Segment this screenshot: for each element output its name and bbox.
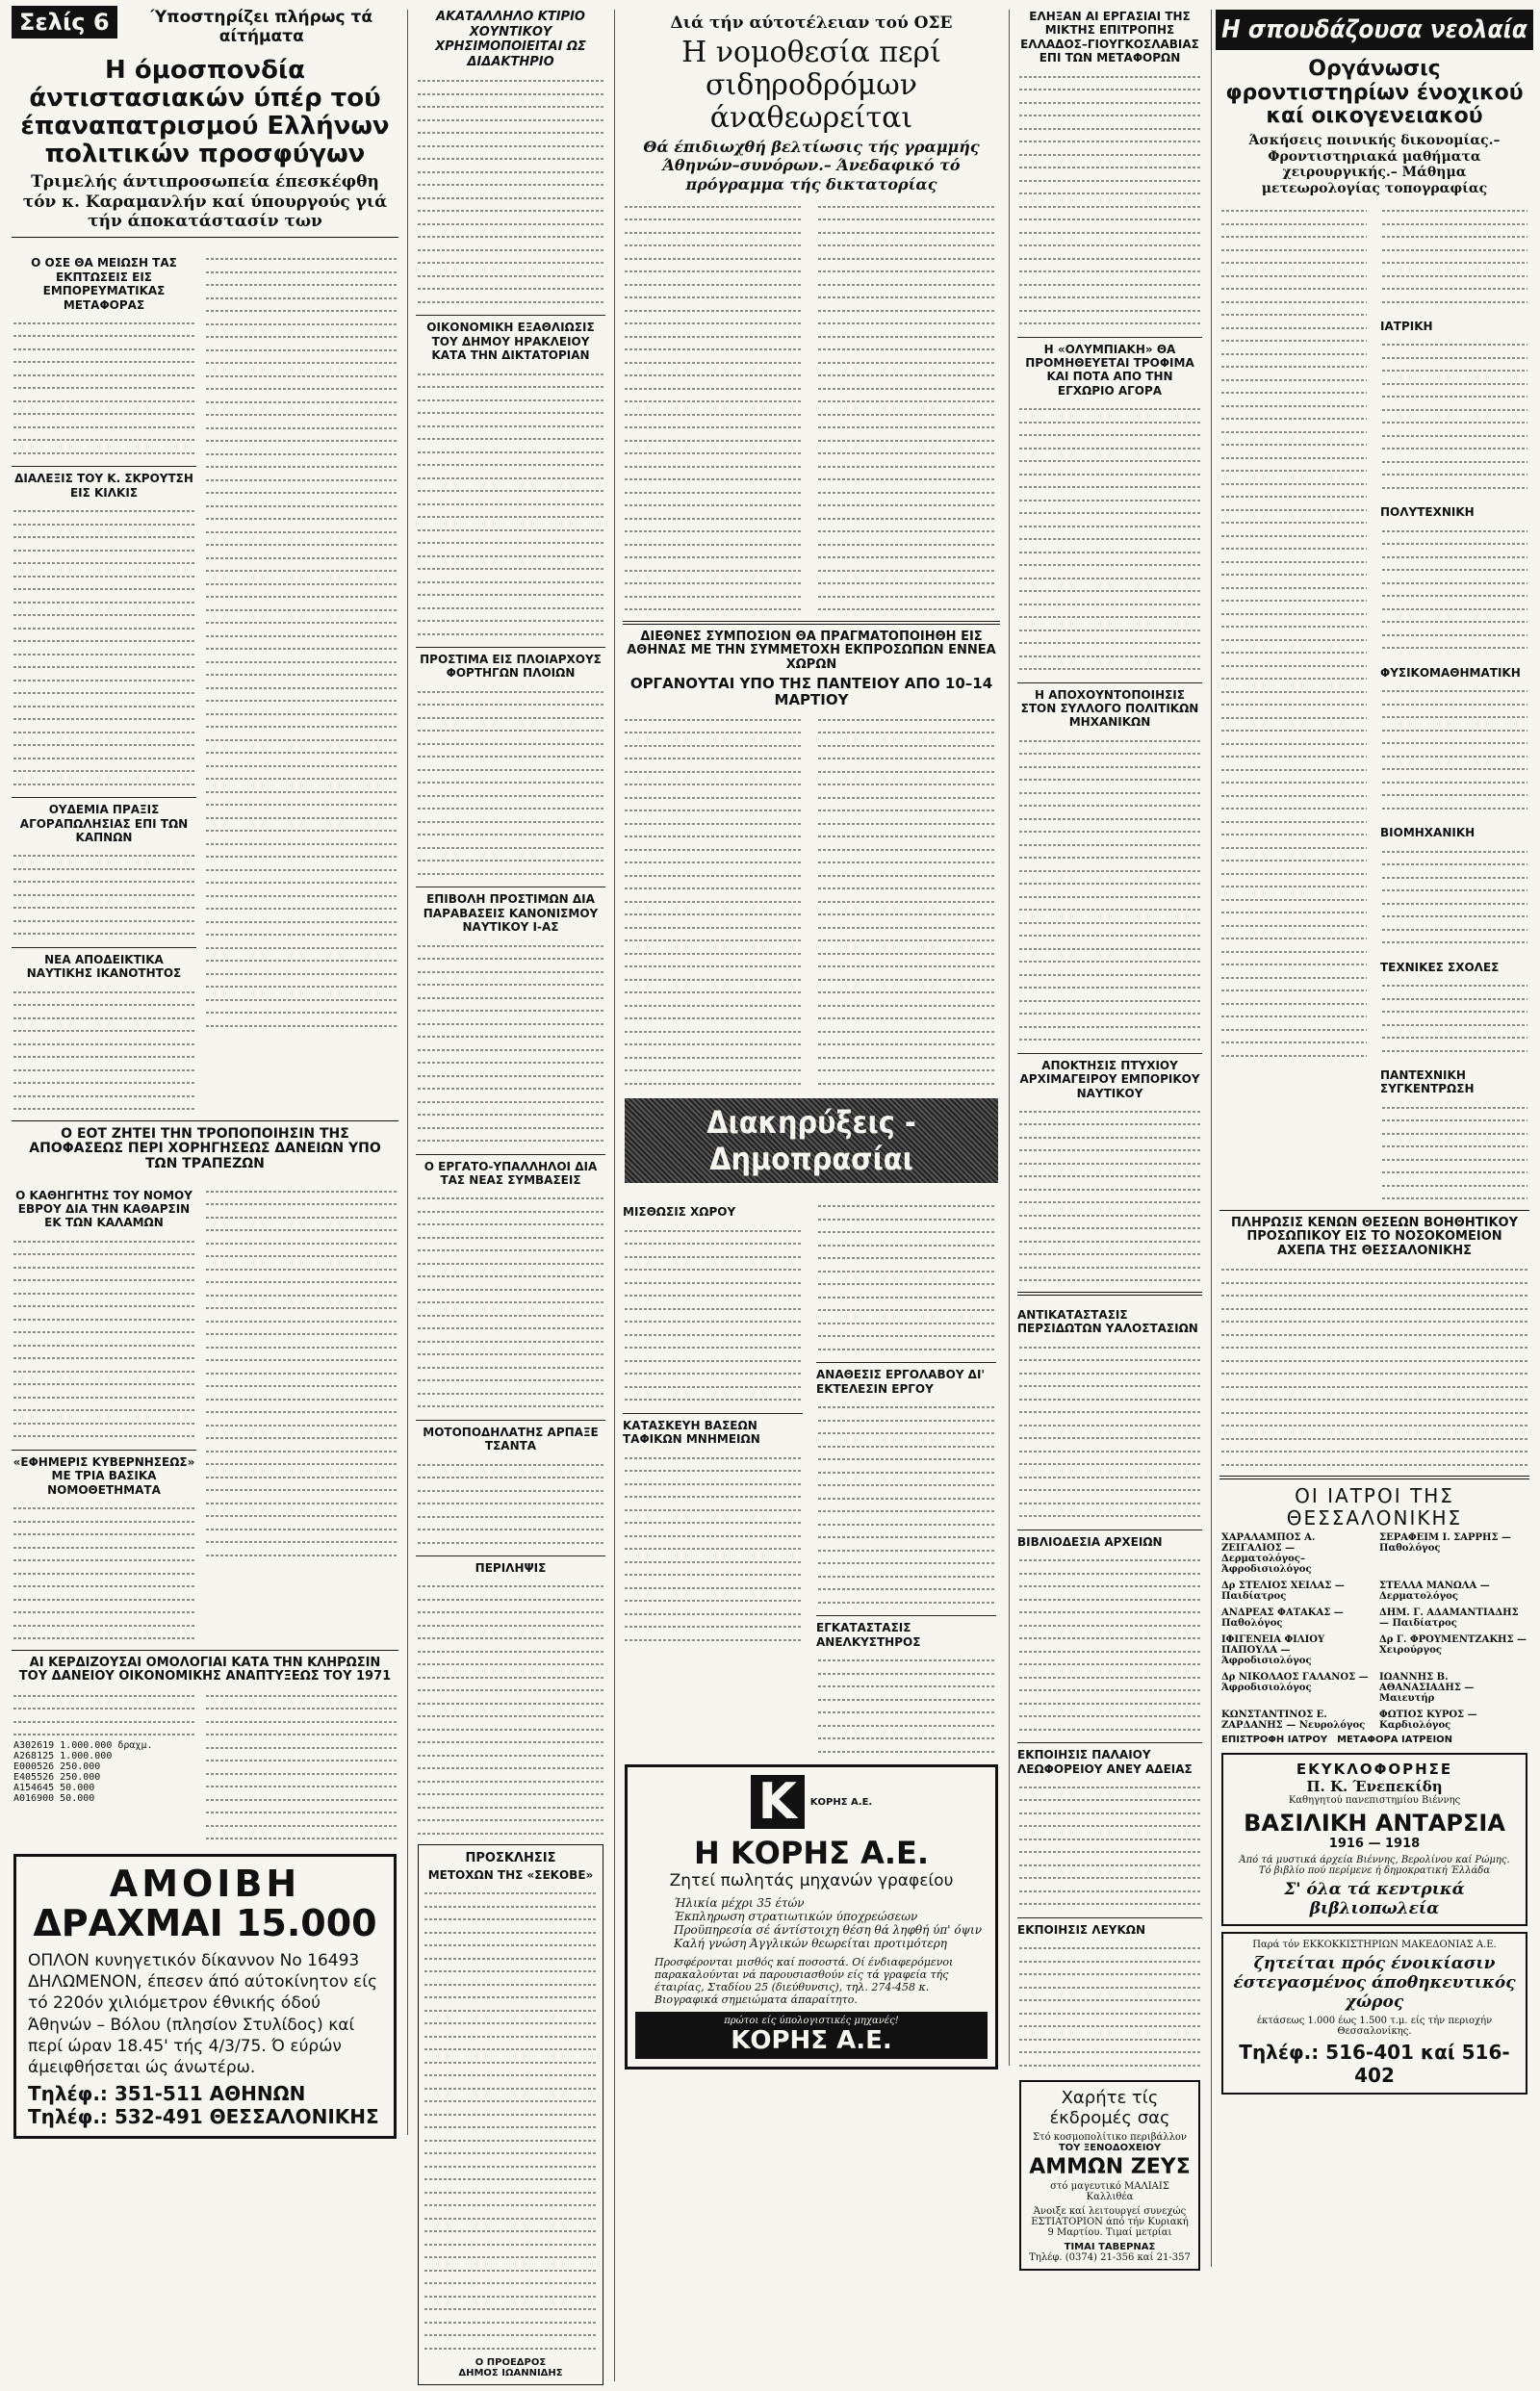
koris-kicker: ΚΟΡΗΣ Α.Ε. — [809, 1796, 873, 1808]
workers-headline: Ο ΕΡΓΑΤΟ-ΥΠΑΛΛΗΛΟΙ ΔΙΑ ΤΑΣ ΝΕΑΣ ΣΥΜΒΑΣΕΙΣ — [416, 1154, 605, 1188]
doctor-entry: ΔΗΜ. Γ. ΑΔΑΜΑΝΤΙΑΔΗΣ — Παιδίατρος — [1379, 1607, 1519, 1630]
bond-row: Α154645 50.000 — [13, 1782, 95, 1793]
text-block — [818, 1400, 994, 1607]
rent-title: ζητείται πρός ένοικίασιν έστεγασμένος άποθηκευτικός χώρος — [1233, 1954, 1516, 2013]
koris-note: Προσφέρονται μισθός καί ποσοστά. Οί ένδιαφερόμενοι παρακαλούνται νά παρουσιασθούν είς τά γραφεία τής έταιρίας, Σταδίου 25 (διεύθυνσις), τηλ. 274-458 κ. Βιογραφικά σημειώματα άπαραίτητο. — [654, 1956, 954, 2007]
auction-contractor: ΑΝΑΘΕΣΙΣ ΕΡΓΟΛΑΒΟΥ ΔΙ' ΕΚΤΕΛΕΣΙΝ ΕΡΓΟΥ — [816, 1362, 996, 1396]
rent-ad — [1221, 1932, 1527, 2095]
text-block — [13, 1234, 194, 1442]
text-block — [818, 199, 994, 615]
youth-headline: Οργάνωσις φροντιστηρίων ένοχικού καί οικογενειακού — [1225, 57, 1524, 129]
text-block — [1019, 69, 1200, 329]
text-block — [13, 1501, 194, 1644]
book-title: ΒΑΣΙΛΙΚΗ ΑΝΤΑΡΣΙΑ — [1244, 1810, 1505, 1838]
ose-headline: Ο ΟΣΕ ΘΑ ΜΕΙΩΣΗ ΤΑΣ ΕΚΠΤΩΣΕΙΣ ΕΙΣ ΕΜΠΟΡΕΥΜΑΤΙΚΑΣ ΜΕΤΑΦΟΡΑΣ — [31, 256, 177, 312]
bond-row: Α016900 50.000 — [13, 1792, 95, 1804]
rent-phone: Τηλέφ.: 516-401 καί 516-402 — [1239, 2041, 1510, 2088]
text-block — [1382, 844, 1527, 948]
bond-row: Α268125 1.000.000 — [13, 1750, 113, 1761]
bus-sale-headline: ΕΚΠΟΙΗΣΙΣ ΠΑΛΑΙΟΥ ΛΕΩΦΟΡΕΙΟΥ ΑΝΕΥ ΑΔΕΙΑΣ — [1017, 1742, 1202, 1776]
text-block — [625, 712, 801, 1090]
text-block — [206, 251, 397, 1031]
section-panstudent: ΠΑΝΤΕΧΝΙΚΗ ΣΥΓΚΕΝΤΡΩΣΗ — [1380, 1068, 1475, 1096]
book-author: Π. Κ. Ένεπεκίδη — [1306, 1778, 1443, 1796]
bond-row: Ε405526 250.000 — [13, 1771, 101, 1783]
reward-phone-thessaloniki: Τηλέφ.: 532-491 ΘΕΣΣΑΛΟΝΙΚΗΣ — [28, 2104, 379, 2128]
text-block — [418, 73, 603, 307]
section-technical: ΤΕΧΝΙΚΕΣ ΣΧΟΛΕΣ — [1380, 960, 1500, 974]
text-block — [13, 503, 194, 789]
signature-title: Ο ΠΡΟΕΔΡΟΣ — [475, 2357, 547, 2369]
bond-row: Ε000526 250.000 — [13, 1761, 101, 1772]
text-block — [1019, 1941, 1200, 2070]
signature-name: ΔΗΜΟΣ ΙΩΑΝΝΙΔΗΣ — [458, 2368, 563, 2379]
chef-headline: ΑΠΟΚΤΗΣΙΣ ΠΤΥΧΙΟΥ ΑΡΧΙΜΑΓΕΙΡΟΥ ΕΜΠΟΡΙΚΟΥ ΝΑΥΤΙΚΟΥ — [1017, 1053, 1202, 1100]
text-block — [418, 1191, 603, 1412]
doctors-directory — [1221, 1532, 1527, 1731]
koris-ad — [625, 1764, 998, 2070]
hotel-name: ΑΜΜΩΝ ΖΕΥΣ — [1029, 2155, 1191, 2180]
column-3 — [619, 0, 1004, 2075]
doctor-entry: ΙΩΑΝΝΗΣ Β. ΑΘΑΝΑΣΙΑΔΗΣ — Μαιευτήρ — [1379, 1672, 1475, 1705]
lead-subhead: Τριμελής άντιπροσωπεία έπεσκέφθη τόν κ. Καραμανλήν καί ύπουργούς γιά τήν άποκατάστασίν των — [22, 172, 388, 231]
text-block — [418, 1579, 603, 1838]
youth-subhead: Άσκήσεις ποινικής δικονομίας.– Φροντιστηριακά μαθήματα χειρουργικής.– Μάθημα μετεωρολογίας τοπογραφίας — [1248, 132, 1501, 197]
naval-headline: ΝΕΑ ΑΠΟΔΕΙΚΤΙΚΑ ΝΑΥΤΙΚΗΣ ΙΚΑΝΟΤΗΤΟΣ — [12, 947, 196, 981]
text-block — [13, 985, 194, 1115]
reward-title: ΑΜΟΙΒΗ — [109, 1862, 301, 1905]
auction-lease: ΜΙΣΘΩΣΙΣ ΧΩΡΟΥ — [623, 1205, 736, 1220]
glazing-headline: ΑΝΤΙΚΑΤΑΣΤΑΣΙΣ ΠΕΡΣΙΔΩΤΩΝ ΥΑΛΟΣΤΑΣΙΩΝ — [1017, 1307, 1198, 1336]
lead-kicker: Ύποστηρίζει πλήρως τά αίτήματα — [150, 8, 373, 47]
notice-title: ΠΡΟΣΚΛΗΣΙΣ — [465, 1851, 556, 1866]
number-table — [206, 1688, 397, 1844]
text-block — [625, 199, 801, 615]
text-block — [1382, 524, 1527, 654]
hotel-kicker: Χαρήτε τίς έκδρομές σας — [1049, 2088, 1170, 2129]
reward-body: ΟΠΛΟΝ κυνηγετικόν δίκαννον Νο 16493 ΔΗΛΩΜΕΝΟΝ, έπεσεν άπό αύτοκίνητον είς τό 220όν χιλιόμετρον έθνικής όδού Άθηνών – Βόλου (πλησίον Στυλίδος) καί περί ώραν 18.45' τής 4/3/75. Ό εύρών άμειφθήσεται ώς άνωτέρω. — [28, 1951, 377, 2077]
koris-req: Καλή γνώση Άγγλικών θεωρείται προτιμότερη — [674, 1937, 947, 1951]
lecture-headline: ΔΙΑΛΕΞΙΣ ΤΟΥ Κ. ΣΚΡΟΥΤΣΗ ΕΙΣ ΚΙΛΚΙΣ — [12, 466, 196, 500]
bond-list — [13, 1740, 196, 1804]
auctions-banner: Διακηρύξεις - Δημοπρασίαι — [625, 1098, 998, 1183]
text-block — [1382, 1100, 1527, 1204]
rent-desc: έκτάσεως 1.000 έως 1.500 τ.μ. είς τήν περιοχήν Θεσσαλονίκης. — [1256, 2016, 1493, 2038]
tobacco-headline: ΟΥΔΕΜΙΑ ΠΡΑΞΙΣ ΑΓΟΡΑΠΩΛΗΣΙΑΣ ΕΠΙ ΤΩΝ ΚΑΠΝΩΝ — [12, 797, 196, 844]
text-block — [13, 316, 194, 459]
reward-phone-athens: Τηλέφ.: 351-511 ΑΘΗΝΩΝ — [28, 2081, 306, 2105]
text-block — [818, 1653, 994, 1757]
column-2 — [412, 0, 609, 2391]
linen-sale-headline: ΕΚΠΟΙΗΣΙΣ ΛΕΥΚΩΝ — [1017, 1917, 1202, 1937]
text-block — [1221, 1262, 1527, 1470]
notice-subtitle: ΜΕΤΟΧΩΝ ΤΗΣ «ΣΕΚΟΒΕ» — [427, 1868, 594, 1883]
text-block — [1382, 337, 1527, 493]
page-label: Σελίς 6 — [12, 6, 117, 39]
koris-subtitle: Ζητεί πωλητάς μηχανών γραφείου — [669, 1871, 954, 1891]
lead-headline: Η όμοσπονδία άντιστασιακών ύπέρ τού έπαναπατρισμού Ελλήνων πολιτικών προσφύγων — [20, 55, 390, 169]
olympic-headline: Η «ΟΛΥΜΠΙΑΚΗ» ΘΑ ΠΡΟΜΗΘΕΥΕΤΑΙ ΤΡΟΦΙΜΑ ΚΑΙ ΠΟΤΑ ΑΠΟ ΤΗΝ ΕΓΧΩΡΙΟ ΑΓΟΡΑ — [1017, 337, 1202, 398]
text-block — [1382, 683, 1527, 813]
text-block — [418, 684, 603, 880]
doctor-entry: Δρ ΣΤΕΛΙΟΣ ΧΕΙΛΑΣ — Παιδίατρος — [1221, 1581, 1345, 1603]
hotel-price: ΤΙΜΑΙ ΤΑΒΕΡΝΑΣ — [1064, 2242, 1156, 2253]
doctor-entry: ΑΝΔΡΕΑΣ ΦΑΤΑΚΑΣ — Παθολόγος — [1221, 1607, 1344, 1630]
column-4 — [1014, 0, 1206, 2276]
yugoslavia-headline: ΕΛΗΞΑΝ ΑΙ ΕΡΓΑΣΙΑΙ ΤΗΣ ΜΙΚΤΗΣ ΕΠΙΤΡΟΠΗΣ ΕΛΛΑΔΟΣ–ΓΙΟΥΓΚΟΣΛΑΒΙΑΣ ΕΠΙ ΤΩΝ ΜΕΤΑΦΟΡΩΝ — [1020, 10, 1199, 65]
fines-headline: ΠΡΟΣΤΙΜΑ ΕΙΣ ΠΛΟΙΑΡΧΟΥΣ ΦΟΡΤΗΓΩΝ ΠΛΟΙΩΝ — [416, 647, 605, 681]
hotel-ad — [1019, 2080, 1200, 2271]
koris-req: Προϋπηρεσία σέ άντίστοιχη θέση θά ληφθή ύπ' όψιν — [674, 1923, 983, 1938]
text-block — [1019, 1553, 1200, 1735]
book-outlets: Σ' όλα τά κεντρικά βιβλιοπωλεία — [1284, 1880, 1465, 1919]
text-block — [418, 938, 603, 1146]
text-block — [1382, 978, 1527, 1056]
doctor-entry: ΣΕΡΑΦΕΙΜ Ι. ΣΑΡΡΗΣ — Παθολόγος — [1379, 1532, 1512, 1555]
book-kicker: ΕΚΥΚΛΟΦΟΡΗΣΕ — [1296, 1761, 1453, 1779]
koris-req: Ήλικία μέχρι 35 έτών — [674, 1896, 805, 1911]
doctor-entry: ΦΩΤΙΟΣ ΚΥΡΟΣ — Καρδιολόγος — [1379, 1710, 1477, 1732]
text-block — [418, 367, 603, 640]
text-block — [13, 848, 194, 939]
moped-headline: ΜΟΤΟΠΟΔΗΛΑΤΗΣ ΑΡΠΑΞΕ ΤΣΑΝΤΑ — [416, 1420, 605, 1453]
text-block — [13, 1688, 196, 1740]
koris-req: Έκπληρωση στρατιωτικών ύποχρεώσεων — [674, 1910, 918, 1924]
heraklion-headline: ΟΙΚΟΝΟΜΙΚΗ ΕΞΑΘΛΙΩΣΙΣ ΤΟΥ ΔΗΜΟΥ ΗΡΑΚΛΕΙΟΥ ΚΑΤΑ ΤΗΝ ΔΙΚΤΑΤΟΡΙΑΝ — [416, 315, 605, 362]
rent-kicker: Παρά τόν ΕΚΚΟΚΚΙΣΤΗΡΙΩΝ ΜΑΚΕΔΟΝΙΑΣ Α.Ε. — [1252, 1940, 1497, 1951]
text-block — [1019, 1104, 1200, 1286]
hospital-headline: ΠΛΗΡΩΣΙΣ ΚΕΝΩΝ ΘΕΣΕΩΝ ΒΟΗΘΗΤΙΚΟΥ ΠΡΟΣΩΠΙΚΟΥ ΕΙΣ ΤΟ ΝΟΣΟΚΟΜΕΙΟΝ ΑΧΕΠΑ ΤΗΣ ΘΕΣΣΑΛΟΝΙΚΗΣ — [1231, 1215, 1518, 1258]
section-physics: ΦΥΣΙΚΟΜΑΘΗΜΑΤΙΚΗ — [1380, 665, 1521, 680]
symposium-headline: ΔΙΕΘΝΕΣ ΣΥΜΠΟΣΙΟΝ ΘΑ ΠΡΑΓΜΑΤΟΠΟΙΗΘΗ ΕΙΣ ΑΘΗΝΑΣ ΜΕ ΤΗΝ ΣΥΜΜΕΤΟΧΗ ΕΚΠΡΟΣΩΠΩΝ ΕΝΝΕΑ ΧΩΡΩΝ — [627, 629, 996, 672]
hotel-phone: Τηλέφ. (0374) 21-356 καί 21-357 — [1029, 2252, 1191, 2264]
text-block — [625, 1451, 801, 1646]
text-block — [818, 1198, 994, 1354]
section-medical: ΙΑΤΡΙΚΗ — [1380, 320, 1433, 334]
ose-headline: Η νομοθεσία περί σιδηροδρόμων άναθεωρείται — [681, 36, 941, 135]
book-ad — [1221, 1753, 1527, 1926]
evros-headline: Ο ΚΑΘΗΓΗΤΗΣ ΤΟΥ ΝΟΜΟΥ ΕΒΡΟΥ ΔΙΑ ΤΗΝ ΚΑΘΑΡΣΙΝ ΕΚ ΤΩΝ ΚΑΛΑΜΩΝ — [15, 1188, 192, 1230]
clinic-move-heading: ΜΕΤΑΦΟΡΑ ΙΑΤΡΕΙΟΝ — [1337, 1735, 1453, 1746]
reward-ad — [13, 1854, 397, 2139]
reward-amount: ΔΡΑΧΜΑΙ 15.000 — [33, 1902, 377, 1945]
text-block — [424, 1886, 597, 2353]
doctor-entry: ΙΦΙΓΕΝΕΙΑ ΦΙΛΙΟΥ ΠΑΠΟΥΛΑ — Άφροδισιολόγος — [1221, 1634, 1325, 1667]
doctors-banner: ΟΙ ΙΑΤΡΟΙ ΤΗΣ ΘΕΣΣΑΛΟΝΙΚΗΣ — [1286, 1484, 1463, 1530]
book-author-sub: Καθηγητού πανεπιστημίου Βιέννης — [1288, 1795, 1461, 1807]
doctor-return-heading: ΕΠΙΣΤΡΟΦΗ ΙΑΤΡΟΥ — [1221, 1735, 1328, 1746]
hotel-sub: Στό κοσμοπολίτικο περιβάλλον — [1032, 2132, 1188, 2144]
koris-slogan: πρώτοι είς ύπολογιστικές μηχανές! — [724, 2016, 899, 2027]
doctor-entry: ΣΤΕΛΛΑ ΜΑΝΩΛΑ — Δερματολόγος — [1379, 1581, 1490, 1603]
doctor-entry: Δρ Γ. ΦΡΟΥΜΕΝΤΖΑΚΗΣ — Χειρούργος — [1379, 1634, 1527, 1657]
summary-headline: ΠΕΡΙΛΗΨΙΣ — [416, 1555, 605, 1575]
koris-title: Η ΚΟΡΗΣ Α.Ε. — [693, 1835, 930, 1872]
column-1 — [8, 0, 402, 2145]
doctor-entry: ΧΑΡΑΛΑΜΠΟΣ Α. ΖΕΙΓΑΛΙΟΣ — Δερματολόγος–Άφροδισιολόγος — [1221, 1532, 1316, 1576]
section-polytechnic: ΠΟΛΥΤΕΧΝΙΚΗ — [1380, 505, 1475, 520]
engineers-headline: Η ΑΠΟΧΟΥΝΤΟΠΟΙΗΣΙΣ ΣΤΟΝ ΣΥΛΛΟΓΟ ΠΟΛΙΤΙΚΩΝ ΜΗΧΑΝΙΚΩΝ — [1017, 682, 1202, 730]
eot-headline: Ο ΕΟΤ ΖΗΤΕΙ ΤΗΝ ΤΡΟΠΟΠΟΙΗΣΙΝ ΤΗΣ ΑΠΟΦΑΣΕΩΣ ΠΕΡΙ ΧΟΡΗΓΗΣΕΩΣ ΔΑΝΕΙΩΝ ΥΠΟ ΤΩΝ ΤΡΑΠΕΖΩΝ — [29, 1125, 381, 1172]
bond-row: Α302619 1.000.000 δραχμ. — [13, 1739, 153, 1751]
text-block — [1019, 1780, 1200, 1910]
book-desc: Άπό τά μυστικά άρχεία Βιέννης, Βερολίνου καί Ρώμης. Τό βιβλίο πού περίμενε ή δημοκρατική Έλλάδα — [1239, 1855, 1510, 1877]
gazette-headline: «ΕΦΗΜΕΡΙΣ ΚΥΒΕΡΝΗΣΕΩΣ» ΜΕ ΤΡΙΑ ΒΑΣΙΚΑ ΝΟΜΟΘΕΤΗΜΑΤΑ — [12, 1450, 196, 1497]
koris-logo-icon: K — [751, 1775, 805, 1829]
column-5 — [1216, 0, 1533, 2100]
text-block — [625, 1223, 801, 1405]
youth-banner: Η σπουδάζουσα νεολαία — [1216, 10, 1533, 50]
ose-kicker: Διά τήν αύτοτέλειαν τού ΟΣΕ — [670, 13, 953, 33]
sekove-notice — [418, 1844, 603, 2385]
bonds-headline: ΑΙ ΚΕΡΔΙΖΟΥΣΑΙ ΟΜΟΛΟΓΙΑΙ ΚΑΤΑ ΤΗΝ ΚΛΗΡΩΣΙΝ ΤΟΥ ΔΑΝΕΙΟΥ ΟΙΚΟΝΟΜΙΚΗΣ ΑΝΑΠΤΥΞΕΩΣ ΤΟΥ 1971 — [18, 1655, 392, 1684]
auction-monuments: ΚΑΤΑΣΚΕΥΗ ΒΑΣΕΩΝ ΤΑΦΙΚΩΝ ΜΝΗΜΕΙΩΝ — [623, 1413, 803, 1447]
doctor-entry: Δρ ΝΙΚΟΛΑΟΣ ΓΑΛΑΝΟΣ — Άφροδισιολόγος — [1221, 1672, 1369, 1694]
symposium-subheadline: ΟΡΓΑΝΟΥΤΑΙ ΥΠΟ ΤΗΣ ΠΑΝΤΕΙΟΥ ΑΠΟ 10–14 ΜΑΡΤΙΟΥ — [629, 675, 993, 709]
text-block — [418, 1457, 603, 1549]
text-block — [1019, 733, 1200, 1045]
text-block — [818, 712, 994, 1090]
text-block — [1221, 203, 1367, 1061]
doctor-entry: ΚΩΝΣΤΑΝΤΙΝΟΣ Ε. ΖΑΡΔΑΝΗΣ — Νευρολόγος — [1221, 1710, 1366, 1732]
koris-footer-logo: ΚΟΡΗΣ Α.Ε. — [731, 2026, 892, 2056]
ose-subhead: Θά έπιδιωχθή βελτίωσις τής γραμμής Άθηνών–συνόρων.– Άνεδαφικό τό πρόγραμμα τής δικτατορίας — [643, 138, 980, 193]
penalties-headline: ΕΠΙΒΟΛΗ ΠΡΟΣΤΙΜΩΝ ΔΙΑ ΠΑΡΑΒΑΣΕΙΣ ΚΑΝΟΝΙΣΜΟΥ ΝΑΥΤΙΚΟΥ Ι-ΑΣ — [416, 887, 605, 934]
hotel-location: στό μαγευτικό ΜΑΛΙΑΙΣ Καλλιθέα — [1050, 2181, 1169, 2203]
text-block — [1019, 1340, 1200, 1522]
hotel-desc: Άνοιξε καί λειτουργεί συνεχώς ΕΣΤΙΑΤΟΡΙΟΝ άπό τήν Κυριακή 9 Μαρτίου. Τιμαί μετρίαι — [1031, 2206, 1189, 2239]
hotel-of: ΤΟΥ ΞΕΝΟΔΟΧΕΙΟΥ — [1058, 2143, 1162, 2154]
building-headline: ΑΚΑΤΑΛΛΗΛΟ ΚΤΙΡΙΟ ΧΟΥΝΤΙΚΟΥ ΧΡΗΣΙΜΟΠΟΙΕΙΤΑΙ ΩΣ ΔΙΔΑΚΤΗΡΙΟ — [435, 10, 586, 69]
text-block — [206, 1184, 397, 1561]
text-block — [1019, 401, 1200, 675]
auction-elevator: ΕΓΚΑΤΑΣΤΑΣΙΣ ΑΝΕΛΚΥΣΤΗΡΟΣ — [816, 1615, 996, 1649]
text-block — [1382, 203, 1527, 307]
book-years: 1916 — 1918 — [1328, 1837, 1421, 1852]
section-industrial: ΒΙΟΜΗΧΑΝΙΚΗ — [1380, 826, 1476, 840]
bookbinding-headline: ΒΙΒΛΙΟΔΕΣΙΑ ΑΡΧΕΙΩΝ — [1017, 1530, 1202, 1549]
